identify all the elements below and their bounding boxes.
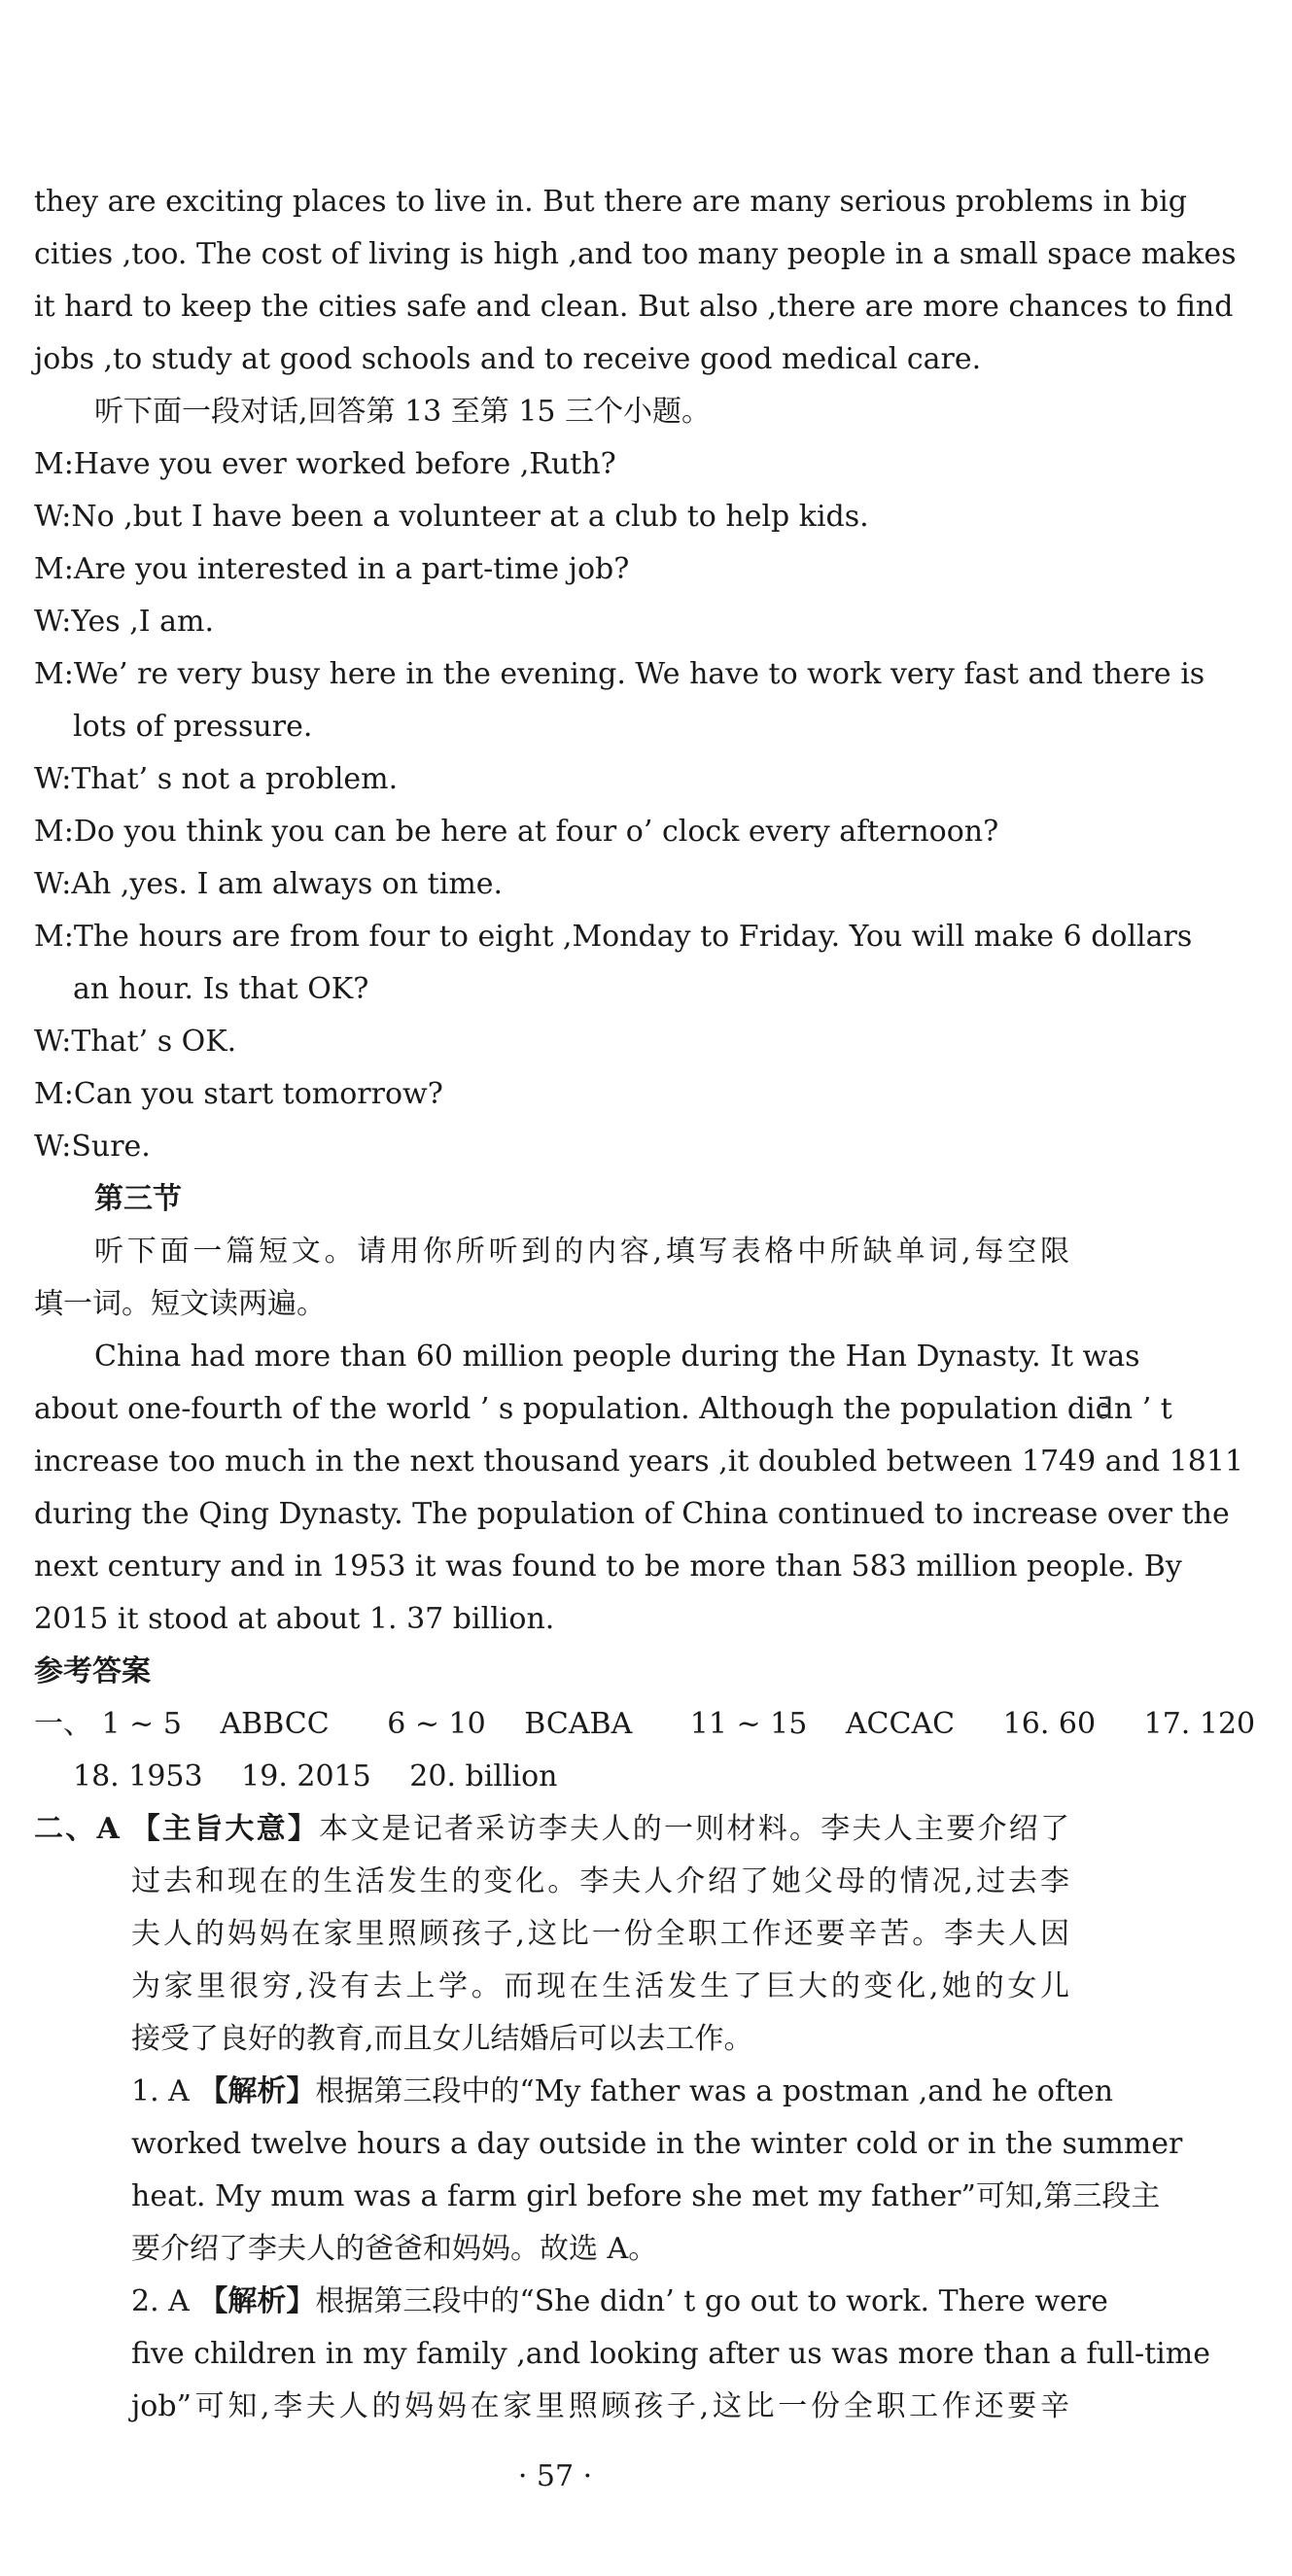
speaker-label: W: [34, 867, 72, 901]
analysis-line: five children in my family ,and looking after us was more than a full-time [131, 2337, 1210, 2371]
utterance: That’ s OK. [71, 1025, 237, 1059]
analysis-tag: 【解析】 [198, 2074, 316, 2108]
utterance: Yes ,I am. [71, 605, 215, 639]
answer-range: 1 ~ 5 [101, 1707, 182, 1741]
utterance: Are you interested in a part-time job? [73, 552, 630, 586]
dialogue-line [34, 550, 1069, 589]
speaker-label: M: [34, 657, 74, 691]
analysis-text: 根据第三段中的“She didn’ t go out to work. There were [315, 2284, 1108, 2318]
passage-line: it hard to keep the cities safe and clean. But also ,there are more chances to find [34, 290, 1234, 324]
answer-value: 18. 1953 [73, 1759, 203, 1793]
speaker-label: W: [34, 762, 72, 796]
passage-line: 2015 it stood at about 1. 37 billion. [34, 1602, 555, 1636]
speaker-label: W: [34, 1025, 72, 1059]
question-number: 2. A [131, 2284, 190, 2318]
passage-line: increase too much in the next thousand years ,it doubled between 1749 and 1811 [34, 1445, 1244, 1479]
section-instruction: 听下面一篇短文。请用你所听到的内容,填写表格中所缺单词,每空限 [94, 1235, 1069, 1269]
answer-row [73, 1758, 1108, 1796]
dialogue-line [34, 498, 1069, 537]
margin-mark-icon [1097, 1392, 1110, 1421]
answer-value: ABBCC [220, 1707, 330, 1741]
utterance: No ,but I have been a volunteer at a club to help kids. [71, 500, 869, 534]
utterance: The hours are from four to eight ,Monday to Friday. You will make 6 dollars [73, 920, 1193, 954]
analysis-line [131, 2282, 1108, 2321]
passage-line: cities ,too. The cost of living is high ,and too many people in a small space makes [34, 237, 1237, 271]
utterance: Can you start tomorrow? [73, 1077, 443, 1111]
analysis-line: job”可知,李夫人的妈妈在家里照顾孩子,这比一份全职工作还要辛 [131, 2389, 1069, 2423]
dialogue-line [34, 760, 1069, 799]
dialogue-line [34, 655, 1205, 694]
passage-line: jobs ,to study at good schools and to receive good medical care. [34, 342, 982, 376]
answer-value: 17. 120 [1143, 1707, 1256, 1741]
part-label: 一、 [34, 1707, 92, 1741]
question-number: 1. A [131, 2074, 190, 2108]
main-idea-line: 为家里很穷,没有去上学。而现在生活发生了巨大的变化,她的女儿 [131, 1969, 1069, 2003]
section-heading: 第三节 [94, 1182, 182, 1216]
main-idea-line [34, 1810, 1069, 1849]
speaker-label: M: [34, 815, 74, 849]
dialogue-line [34, 1128, 1069, 1166]
speaker-label: M: [34, 447, 74, 481]
dialogue-line [34, 1023, 1069, 1062]
utterance: Ah ,yes. I am always on time. [71, 867, 504, 901]
main-idea-line: 接受了良好的教育,而且女儿结婚后可以去工作。 [131, 2022, 753, 2056]
analysis-line: 要介绍了李夫人的爸爸和妈妈。故选 A。 [131, 2232, 658, 2266]
dialogue-continuation: an hour. Is that OK? [73, 972, 369, 1006]
answer-row [34, 1705, 1256, 1744]
speaker-label: M: [34, 1077, 74, 1111]
dialogue-instruction: 听下面一段对话,回答第 13 至第 15 三个小题。 [94, 395, 712, 429]
passage-line: next century and in 1953 it was found to be more than 583 million people. By [34, 1549, 1182, 1584]
speaker-label: W: [34, 500, 72, 534]
answer-value: 20. billion [409, 1759, 558, 1793]
speaker-label: W: [34, 605, 72, 639]
analysis-text: 根据第三段中的“My father was a postman ,and he often [315, 2074, 1114, 2108]
answer-range: 6 ~ 10 [387, 1707, 486, 1741]
answer-range: 11 ~ 15 [689, 1707, 808, 1741]
dialogue-line [34, 603, 1069, 642]
page-number: · 57 · [517, 2459, 593, 2493]
answer-value: BCABA [524, 1707, 633, 1741]
main-idea-text: 本文是记者采访李夫人的一则材料。李夫人主要介绍了 [319, 1812, 1070, 1846]
main-idea-line: 过去和现在的生活发生的变化。李夫人介绍了她父母的情况,过去李 [131, 1864, 1069, 1898]
utterance: That’ s not a problem. [71, 762, 399, 796]
analysis-line: worked twelve hours a day outside in the winter cold or in the summer [131, 2127, 1183, 2161]
analysis-line [131, 2072, 1114, 2111]
analysis-tag: 【解析】 [198, 2284, 316, 2318]
passage-line: about one-fourth of the world ’ s population. Although the population didn ’ t [34, 1392, 1172, 1426]
utterance: Do you think you can be here at four o’ clock every afternoon? [73, 815, 999, 849]
passage-line: during the Qing Dynasty. The population of China continued to increase over the [34, 1497, 1230, 1531]
answer-value: 16. 60 [1002, 1707, 1097, 1741]
utterance: Have you ever worked before ,Ruth? [73, 447, 616, 481]
passage-line: they are exciting places to live in. But there are many serious problems in big [34, 185, 1187, 219]
part-label: 二、A [34, 1812, 120, 1846]
dialogue-continuation: lots of pressure. [73, 710, 313, 744]
dialogue-line [34, 865, 1069, 904]
section-instruction: 填一词。短文读两遍。 [34, 1287, 326, 1321]
answer-value: ACCAC [845, 1707, 956, 1741]
speaker-label: M: [34, 920, 74, 954]
answer-value: 19. 2015 [241, 1759, 371, 1793]
dialogue-line [34, 813, 1069, 852]
analysis-line: heat. My mum was a farm girl before she met my father”可知,第三段主 [131, 2179, 1161, 2213]
dialogue-line [34, 1075, 1069, 1114]
speaker-label: M: [34, 552, 74, 586]
speaker-label: W: [34, 1130, 72, 1164]
passage-line: China had more than 60 million people during the Han Dynasty. It was [94, 1340, 1140, 1374]
utterance: Sure. [71, 1130, 151, 1164]
utterance: We’ re very busy here in the evening. We have to work very fast and there is [73, 657, 1205, 691]
dialogue-line [34, 445, 1069, 484]
dialogue-line [34, 918, 1193, 957]
main-idea-line: 夫人的妈妈在家里照顾孩子,这比一份全职工作还要辛苦。李夫人因 [131, 1917, 1069, 1951]
answer-key-heading: 参考答案 [34, 1654, 151, 1688]
main-idea-tag: 【主旨大意】 [130, 1812, 320, 1846]
